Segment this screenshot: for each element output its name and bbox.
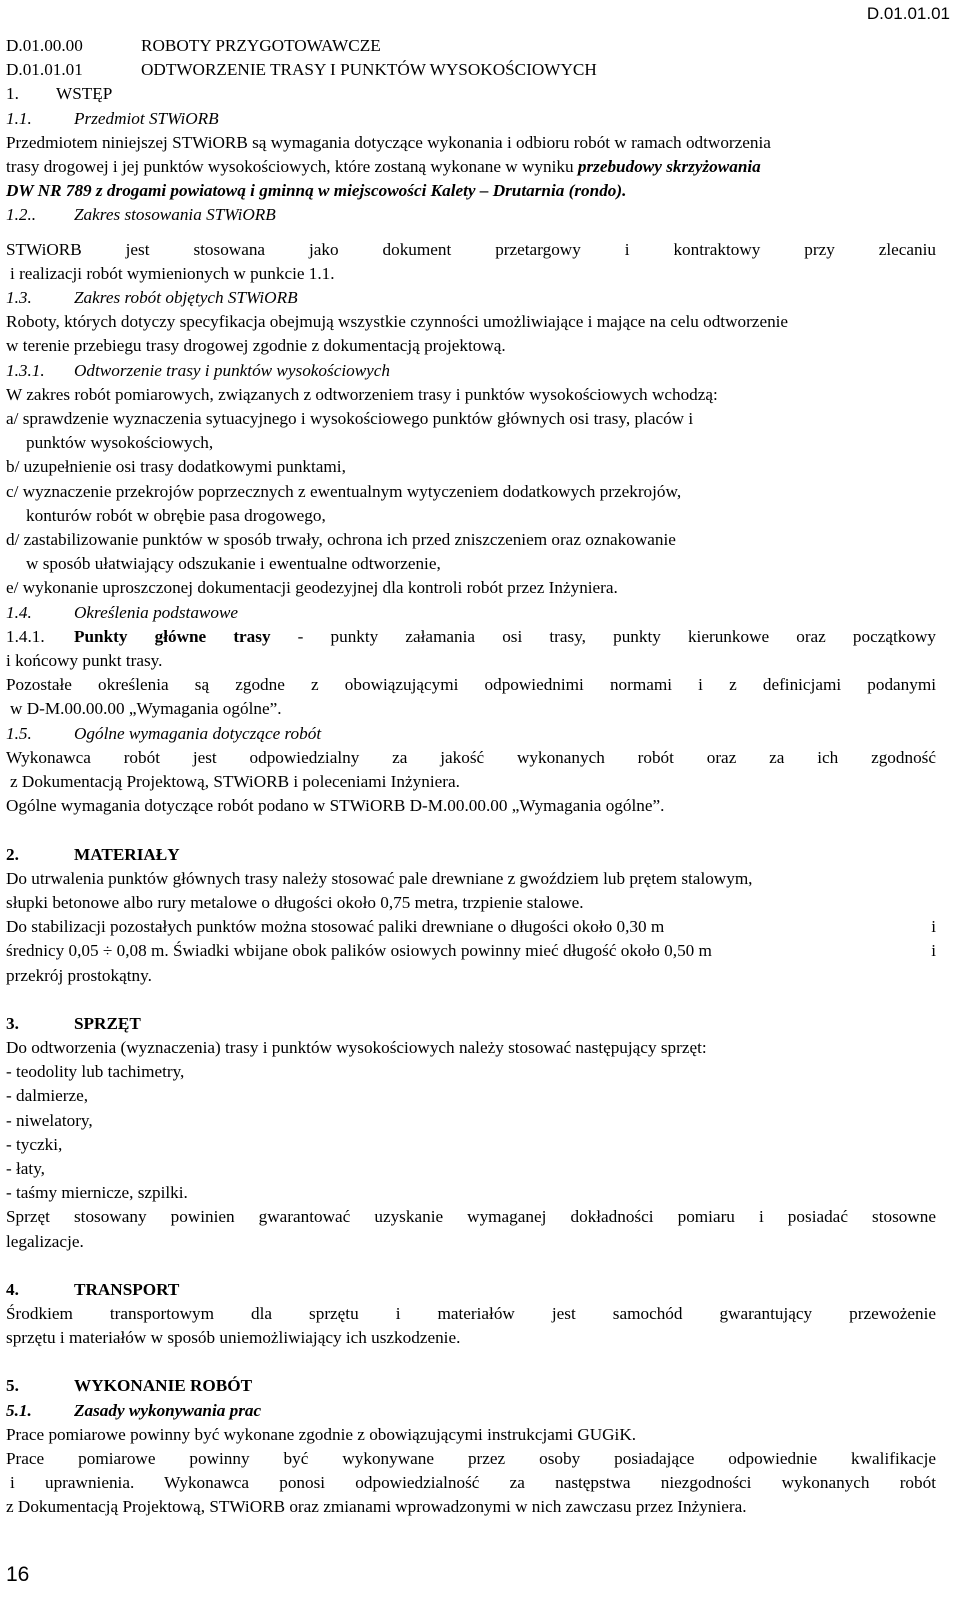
heading-2: 2. MATERIAŁY	[6, 844, 180, 864]
paragraph: przekrój prostokątny.	[6, 965, 152, 985]
paragraph: trasy drogowej i jej punktów wysokościowych, które zostaną wykonane w wyniku przebudowy skrzyżowania	[6, 157, 761, 177]
heading-1-2: 1.2.. Zakres stosowania STWiORB	[6, 205, 276, 225]
list-item: - łaty,	[6, 1158, 45, 1178]
list-item: b/ uzupełnienie osi trasy dodatkowymi punktami,	[6, 457, 346, 477]
paragraph: Prace pomiarowe powinny być wykonywane przez osoby posiadające odpowiednie kwalifikacje	[6, 1448, 936, 1468]
paragraph: słupki betonowe albo rury metalowe o długości około 0,75 metra, trzpienie stalowe.	[6, 892, 584, 912]
paragraph: średnicy 0,05 ÷ 0,08 m. Świadki wbijane obok palików osiowych powinny mieć długość około 0,50 m i	[6, 941, 936, 961]
paragraph: STWiORB jest stosowana jako dokument przetargowy i kontraktowy przy zlecaniu	[6, 239, 936, 259]
list-item-continued: w sposób ułatwiający odszukanie i ewentualne odtworzenie,	[26, 554, 441, 574]
heading-5: 5. WYKONANIE ROBÓT	[6, 1376, 253, 1396]
paragraph: sprzętu i materiałów w sposób uniemożliwiający ich uszkodzenie.	[6, 1328, 461, 1348]
definition: 1.4.1. Punkty główne trasy - punkty załamania osi trasy, punkty kierunkowe oraz początkowy	[6, 626, 936, 646]
paragraph: W zakres robót pomiarowych, związanych z odtworzeniem trasy i punktów wysokościowych wchodzą:	[6, 384, 718, 404]
paragraph: Przedmiotem niniejszej STWiORB są wymagania dotyczące wykonania i odbioru robót w ramach odtworzenia	[6, 132, 771, 152]
list-item: e/ wykonanie uproszczonej dokumentacji geodezyjnej dla kontroli robót przez Inżyniera.	[6, 578, 618, 598]
list-item: - niwelatory,	[6, 1110, 93, 1130]
heading-4: 4. TRANSPORT	[6, 1279, 180, 1299]
title-line-1: D.01.00.00 ROBOTY PRZYGOTOWAWCZE	[6, 36, 381, 55]
paragraph: Sprzęt stosowany powinien gwarantować uzyskanie wymaganej dokładności pomiaru i posiadać stosowne	[6, 1207, 936, 1227]
title-line-2: D.01.01.01 ODTWORZENIE TRASY I PUNKTÓW WYSOKOŚCIOWYCH	[6, 60, 597, 80]
heading-1-5: 1.5. Ogólne wymagania dotyczące robót	[6, 723, 322, 743]
paragraph: Do stabilizacji pozostałych punktów można stosować paliki drewniane o długości około 0,30 m i	[6, 917, 936, 937]
paragraph: Prace pomiarowe powinny być wykonane zgodnie z obowiązującymi instrukcjami GUGiK.	[6, 1424, 637, 1444]
heading-5-1: 5.1. Zasady wykonywania prac	[6, 1400, 262, 1420]
heading-1-4: 1.4. Określenia podstawowe	[6, 602, 239, 622]
list-item: - dalmierze,	[6, 1086, 89, 1106]
paragraph: Roboty, których dotyczy specyfikacja obejmują wszystkie czynności umożliwiające i mające na celu odtworzenie	[6, 312, 789, 332]
paragraph: Pozostałe określenia są zgodne z obowiązującymi odpowiednimi normami i z definicjami podanymi	[6, 675, 936, 695]
list-item: a/ sprawdzenie wyznaczenia sytuacyjnego i wysokościowego punktów głównych osi trasy, placów i	[6, 409, 694, 429]
paragraph: w D-M.00.00.00 „Wymagania ogólne”.	[10, 699, 282, 719]
paragraph: i realizacji robót wymienionych w punkcie 1.1.	[10, 263, 335, 283]
paragraph: DW NR 789 z drogami powiatową i gminną w miejscowości Kalety – Drutarnia (rondo).	[6, 181, 627, 201]
paragraph: i uprawnienia. Wykonawca ponosi odpowiedzialność za następstwa niezgodności wykonanych robót	[10, 1473, 936, 1493]
list-item-continued: konturów robót w obrębie pasa drogowego,	[26, 505, 326, 525]
heading-1-3-1: 1.3.1. Odtworzenie trasy i punktów wysokościowych	[6, 360, 391, 380]
document-body	[6, 34, 936, 1520]
heading-1-1: 1.1. Przedmiot STWiORB	[6, 108, 219, 128]
paragraph: i końcowy punkt trasy.	[6, 651, 163, 671]
running-header-code: D.01.01.01	[866, 4, 950, 23]
list-item-continued: punktów wysokościowych,	[26, 433, 214, 453]
paragraph: Do odtworzenia (wyznaczenia) trasy i punktów wysokościowych należy stosować następujący sprzęt:	[6, 1037, 707, 1057]
page-number: 16	[6, 1563, 30, 1586]
paragraph: Środkiem transportowym dla sprzętu i materiałów jest samochód gwarantujący przewożenie	[6, 1303, 936, 1323]
paragraph: z Dokumentacją Projektową, STWiORB oraz zmianami wprowadzonymi w nich zawczasu przez Inżyniera.	[6, 1497, 747, 1517]
paragraph: legalizacje.	[6, 1231, 84, 1251]
list-item: d/ zastabilizowanie punktów w sposób trwały, ochrona ich przed zniszczeniem oraz oznakowanie	[6, 530, 676, 550]
paragraph: Wykonawca robót jest odpowiedzialny za jakość wykonanych robót oraz za ich zgodność	[6, 747, 936, 767]
heading-3: 3. SPRZĘT	[6, 1013, 141, 1033]
heading-1: 1. WSTĘP	[6, 84, 113, 104]
paragraph: w terenie przebiegu trasy drogowej zgodnie z dokumentacją projektową.	[6, 336, 506, 356]
heading-1-3: 1.3. Zakres robót objętych STWiORB	[6, 288, 298, 308]
list-item: - tyczki,	[6, 1134, 63, 1154]
list-item: - teodolity lub tachimetry,	[6, 1062, 185, 1082]
paragraph: Ogólne wymagania dotyczące robót podano w STWiORB D-M.00.00.00 „Wymagania ogólne”.	[6, 796, 665, 816]
list-item: - taśmy miernicze, szpilki.	[6, 1183, 188, 1203]
paragraph: z Dokumentacją Projektową, STWiORB i poleceniami Inżyniera.	[10, 772, 460, 792]
paragraph: Do utrwalenia punktów głównych trasy należy stosować pale drewniane z gwoździem lub prętem stalowym,	[6, 868, 753, 888]
list-item: c/ wyznaczenie przekrojów poprzecznych z ewentualnym wytyczeniem dodatkowych przekrojów,	[6, 481, 682, 501]
